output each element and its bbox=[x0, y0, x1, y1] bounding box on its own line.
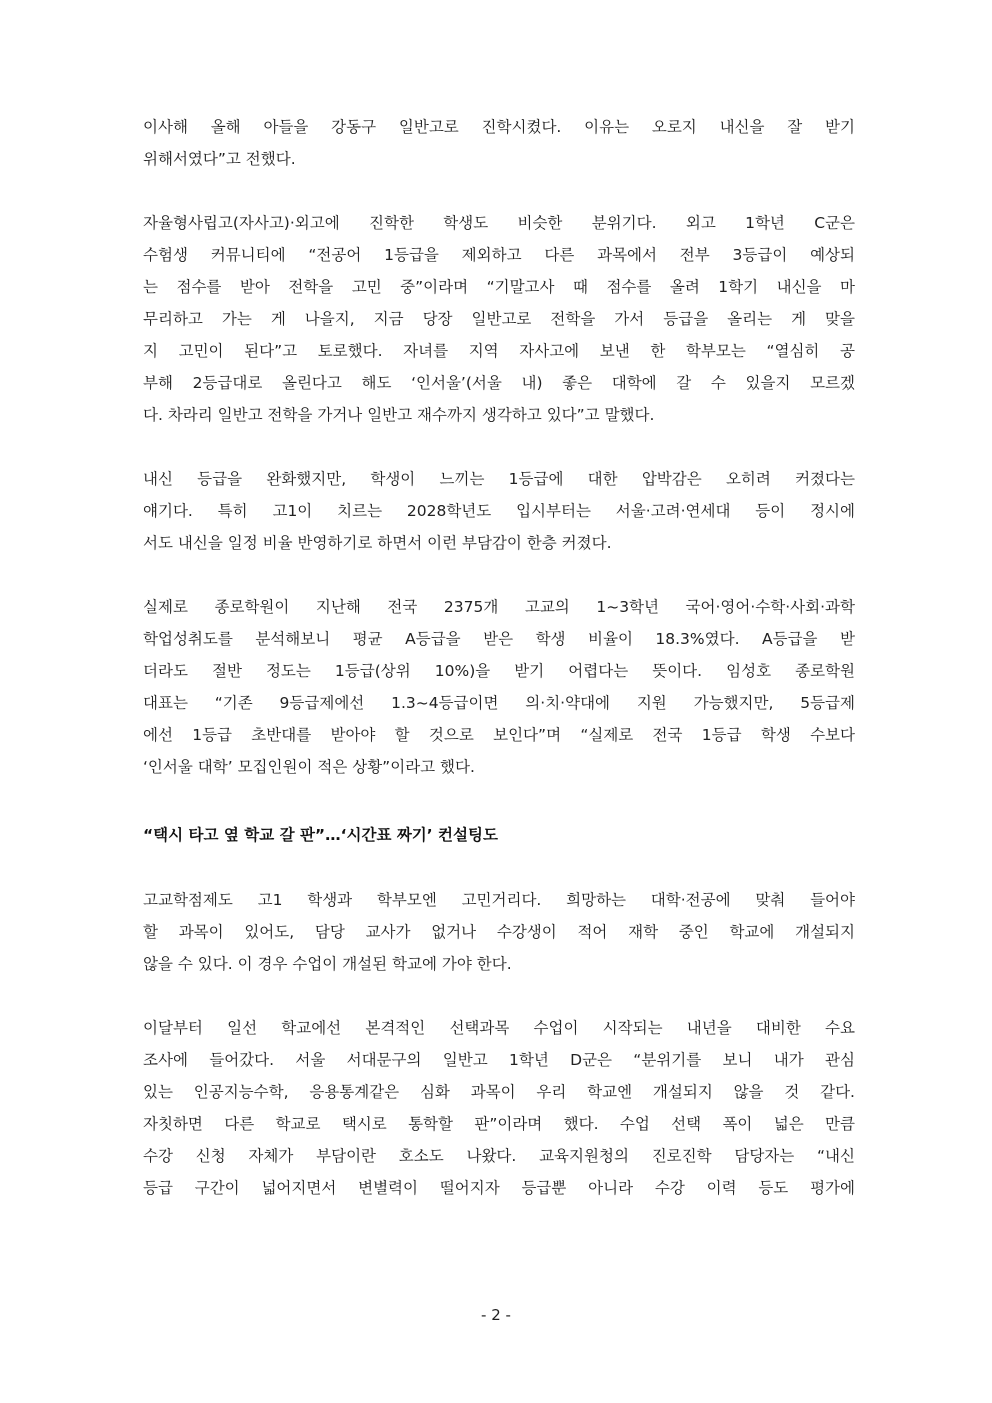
text-line: 않을 수 있다. 이 경우 수업이 개설된 학교에 가야 한다. bbox=[143, 955, 512, 973]
paragraph-2 bbox=[143, 207, 855, 431]
text-line: 내신 등급을 완화했지만, 학생이 느끼는 1등급에 대한 압박감은 오히려 커졌다는 bbox=[143, 470, 855, 488]
paragraph-6 bbox=[143, 1012, 855, 1204]
article-body bbox=[143, 111, 855, 1236]
text-line: 수험생 커뮤니티에 “전공어 1등급을 제외하고 다른 과목에서 전부 3등급이 예상되 bbox=[143, 246, 856, 264]
text-line: 있는 인공지능수학, 응용통계같은 심화 과목이 우리 학교엔 개설되지 않을 것 같다. bbox=[143, 1083, 855, 1101]
text-line: 얘기다. 특히 고1이 치르는 2028학년도 입시부터는 서울·고려·연세대 등이 정시에 bbox=[143, 502, 855, 520]
text-line: 대표는 “기존 9등급제에선 1.3~4등급이면 의·치·약대에 지원 가능했지만, 5등급제 bbox=[143, 694, 855, 712]
text-line: ‘인서울 대학’ 모집인원이 적은 상황”이라고 했다. bbox=[143, 758, 475, 776]
text-line: 지 고민이 된다”고 토로했다. 자녀를 지역 자사고에 보낸 한 학부모는 “열심히 공 bbox=[143, 342, 855, 360]
text-line: 다. 차라리 일반고 전학을 가거나 일반고 재수까지 생각하고 있다”고 말했다. bbox=[143, 406, 655, 424]
text-line: 에선 1등급 초반대를 받아야 할 것으로 보인다”며 “실제로 전국 1등급 학생 수보다 bbox=[143, 726, 855, 744]
paragraph-4 bbox=[143, 591, 855, 783]
text-line: 이사해 올해 아들을 강동구 일반고로 진학시켰다. 이유는 오로지 내신을 잘 받기 bbox=[143, 118, 855, 136]
text-line: 위해서였다”고 전했다. bbox=[143, 150, 296, 168]
paragraph-1 bbox=[143, 111, 855, 175]
text-line: 할 과목이 있어도, 담당 교사가 없거나 수강생이 적어 재학 중인 학교에 개설되지 bbox=[143, 923, 855, 941]
section-heading: “택시 타고 옆 학교 갈 판”…‘시간표 짜기’ 컨설팅도 bbox=[143, 826, 498, 844]
text-line: 고교학점제도 고1 학생과 학부모엔 고민거리다. 희망하는 대학·전공에 맞춰 들어야 bbox=[143, 891, 855, 909]
text-line: 더라도 절반 정도는 1등급(상위 10%)을 받기 어렵다는 뜻이다. 임성호 종로학원 bbox=[143, 662, 855, 680]
text-line: 부해 2등급대로 올린다고 해도 ‘인서울’(서울 내) 좋은 대학에 갈 수 있을지 모르겠 bbox=[143, 374, 855, 392]
text-line: 자율형사립고(자사고)·외고에 진학한 학생도 비슷한 분위기다. 외고 1학년 C군은 bbox=[143, 214, 855, 232]
paragraph-3 bbox=[143, 463, 855, 559]
paragraph-5 bbox=[143, 884, 855, 980]
text-line: 실제로 종로학원이 지난해 전국 2375개 고교의 1~3학년 국어·영어·수학·사회·과학 bbox=[143, 598, 855, 616]
text-line: 등급 구간이 넓어지면서 변별력이 떨어지자 등급뿐 아니라 수강 이력 등도 평가에 bbox=[143, 1179, 855, 1197]
page-number: - 2 - bbox=[481, 1306, 511, 1324]
text-line: 자칫하면 다른 학교로 택시로 통학할 판”이라며 했다. 수업 선택 폭이 넓은 만큼 bbox=[143, 1115, 855, 1133]
text-line: 무리하고 가는 게 나을지, 지금 당장 일반고로 전학을 가서 등급을 올리는 게 맞을 bbox=[143, 310, 855, 328]
text-line: 이달부터 일선 학교에선 본격적인 선택과목 수업이 시작되는 내년을 대비한 수요 bbox=[143, 1019, 855, 1037]
text-line: 수강 신청 자체가 부담이란 호소도 나왔다. 교육지원청의 진로진학 담당자는 “내신 bbox=[143, 1147, 855, 1165]
text-line: 조사에 들어갔다. 서울 서대문구의 일반고 1학년 D군은 “분위기를 보니 내가 관심 bbox=[143, 1051, 855, 1069]
text-line: 서도 내신을 일정 비율 반영하기로 하면서 이런 부담감이 한층 커졌다. bbox=[143, 534, 612, 552]
text-line: 학업성취도를 분석해보니 평균 A등급을 받은 학생 비율이 18.3%였다. A등급을 받 bbox=[143, 630, 855, 648]
text-line: 는 점수를 받아 전학을 고민 중”이라며 “기말고사 때 점수를 올려 1학기 내신을 마 bbox=[143, 278, 855, 296]
